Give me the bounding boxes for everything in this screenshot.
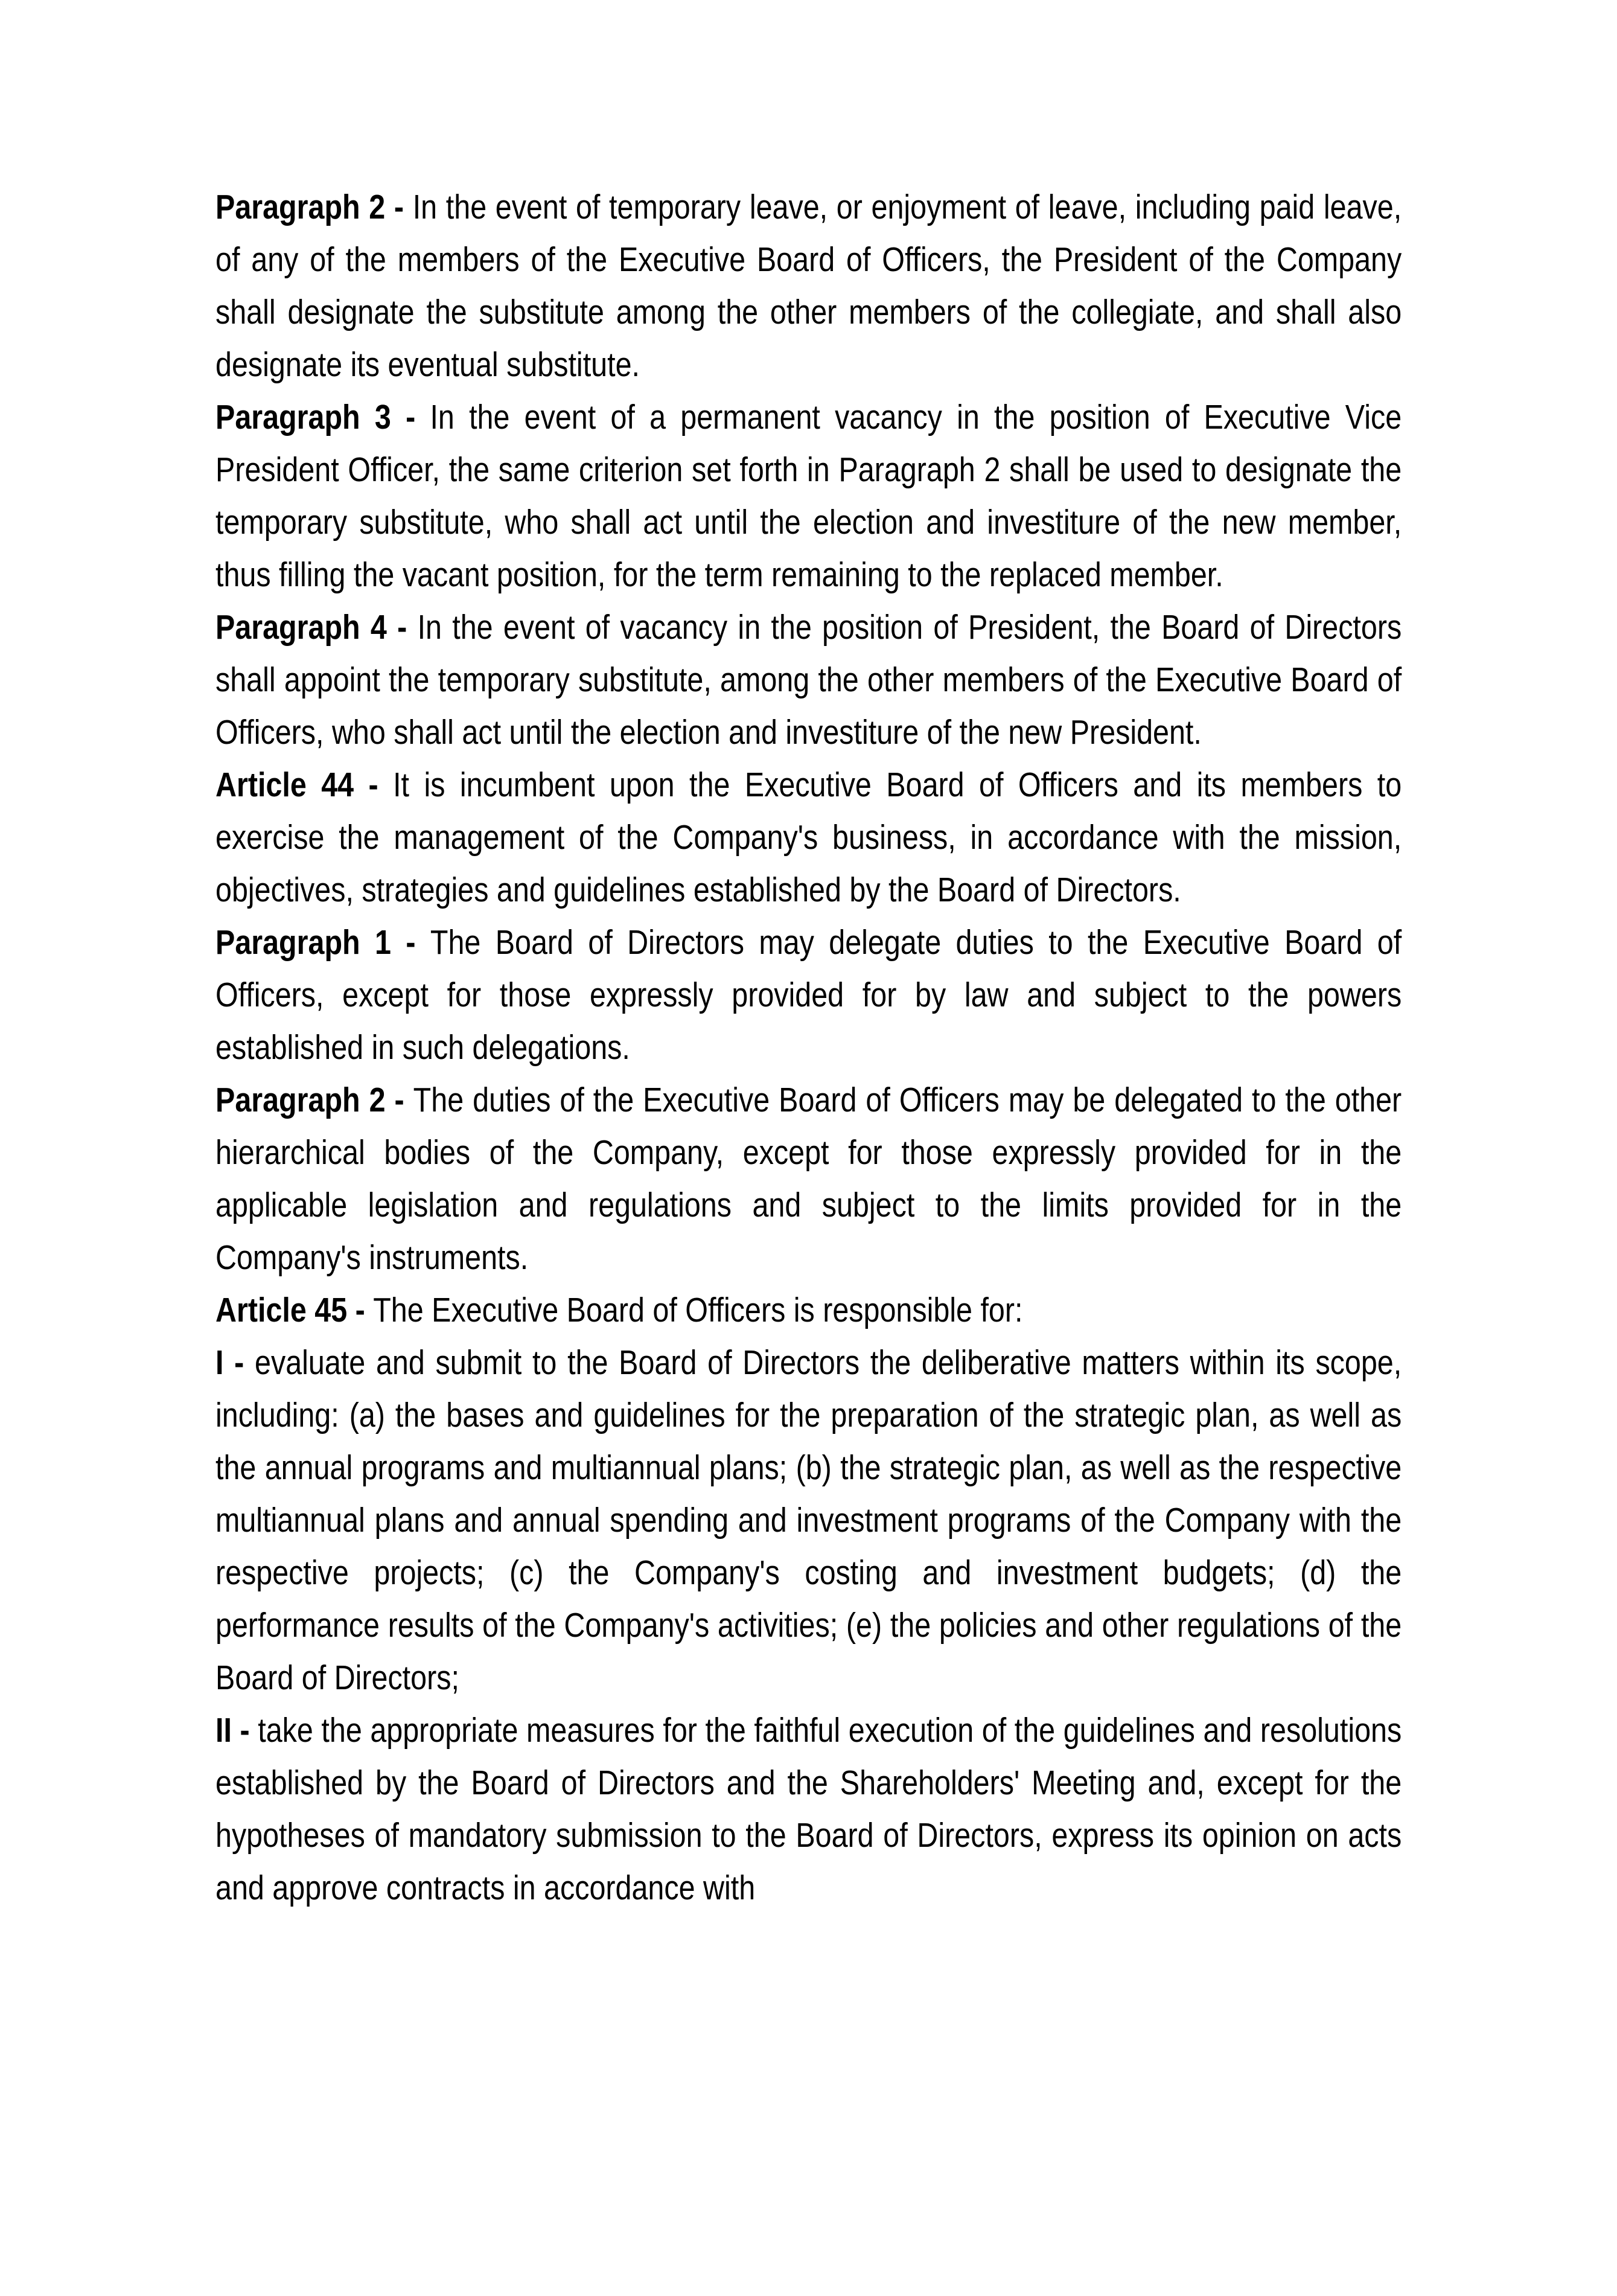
paragraph-label: Paragraph 1 - [215, 923, 430, 962]
paragraph-1-delegate-duties [215, 916, 1402, 1074]
paragraph-text: In the event of vacancy in the position of President, the Board of Directors shall appoint the temporary substitute, among the other members of the Executive Board of Officers, who shall act until the election and investiture of the new President. [215, 608, 1402, 752]
paragraph-label: Paragraph 3 - [215, 398, 430, 436]
paragraph-label: II - [215, 1711, 258, 1750]
paragraph-label: Paragraph 2 - [215, 188, 413, 226]
paragraph-label: I - [215, 1343, 255, 1382]
paragraph-text: The Board of Directors may delegate duties to the Executive Board of Officers, except for those expressly provided for by law and subject to the powers established in such delegations. [215, 923, 1402, 1067]
paragraph-text: In the event of temporary leave, or enjoyment of leave, including paid leave, of any of the members of the Executive Board of Officers, the President of the Company shall designate the substitute among the other members of the collegiate, and shall also designate its eventual substitute. [215, 188, 1402, 384]
item-i-evaluate-and-submit [215, 1337, 1402, 1704]
paragraph-text: The Executive Board of Officers is responsible for: [373, 1291, 1023, 1329]
paragraph-label: Article 45 - [215, 1291, 374, 1329]
paragraph-2-temporary-leave [215, 181, 1402, 391]
document-text-column [215, 181, 1402, 1914]
paragraph-label: Paragraph 4 - [215, 608, 418, 647]
paragraph-4-president-vacancy [215, 601, 1402, 759]
paragraph-label: Article 44 - [215, 766, 394, 804]
paragraph-3-permanent-vacancy [215, 391, 1402, 601]
paragraph-text: take the appropriate measures for the faithful execution of the guidelines and resolutions established by the Board of Directors and the Shareholders' Meeting and, except for the hypotheses of mandatory submission to the Board of Directors, express its opinion on acts and approve contracts in accordance with [215, 1711, 1402, 1907]
paragraph-text: In the event of a permanent vacancy in the position of Executive Vice President Officer, the same criterion set forth in Paragraph 2 shall be used to designate the temporary substitute, who shall act until the election and investiture of the new member, thus filling the vacant position, for the term remaining to the replaced member. [215, 398, 1402, 594]
paragraph-2-duties-delegated [215, 1074, 1402, 1284]
paragraph-text: It is incumbent upon the Executive Board of Officers and its members to exercise the management of the Company's business, in accordance with the mission, objectives, strategies and guidelines established by the Board of Directors. [215, 766, 1402, 909]
article-45 [215, 1284, 1402, 1337]
item-ii-appropriate-measures [215, 1704, 1402, 1914]
article-44 [215, 759, 1402, 916]
paragraph-text: evaluate and submit to the Board of Directors the deliberative matters within its scope, including: (a) the bases and guidelines for the preparation of the strategic plan, as well as the annual programs and multiannual plans; (b) the strategic plan, as well as the respective multiannual plans and annual spending and investment programs of the Company with the respective projects; (c) the Company's costing and investment budgets; (d) the performance results of the Company's activities; (e) the policies and other regulations of the Board of Directors; [215, 1343, 1402, 1697]
paragraph-label: Paragraph 2 - [215, 1081, 413, 1119]
paragraph-text: The duties of the Executive Board of Officers may be delegated to the other hierarchical bodies of the Company, except for those expressly provided for in the applicable legislation and regulations and subject to the limits provided for in the Company's instruments. [215, 1081, 1402, 1277]
